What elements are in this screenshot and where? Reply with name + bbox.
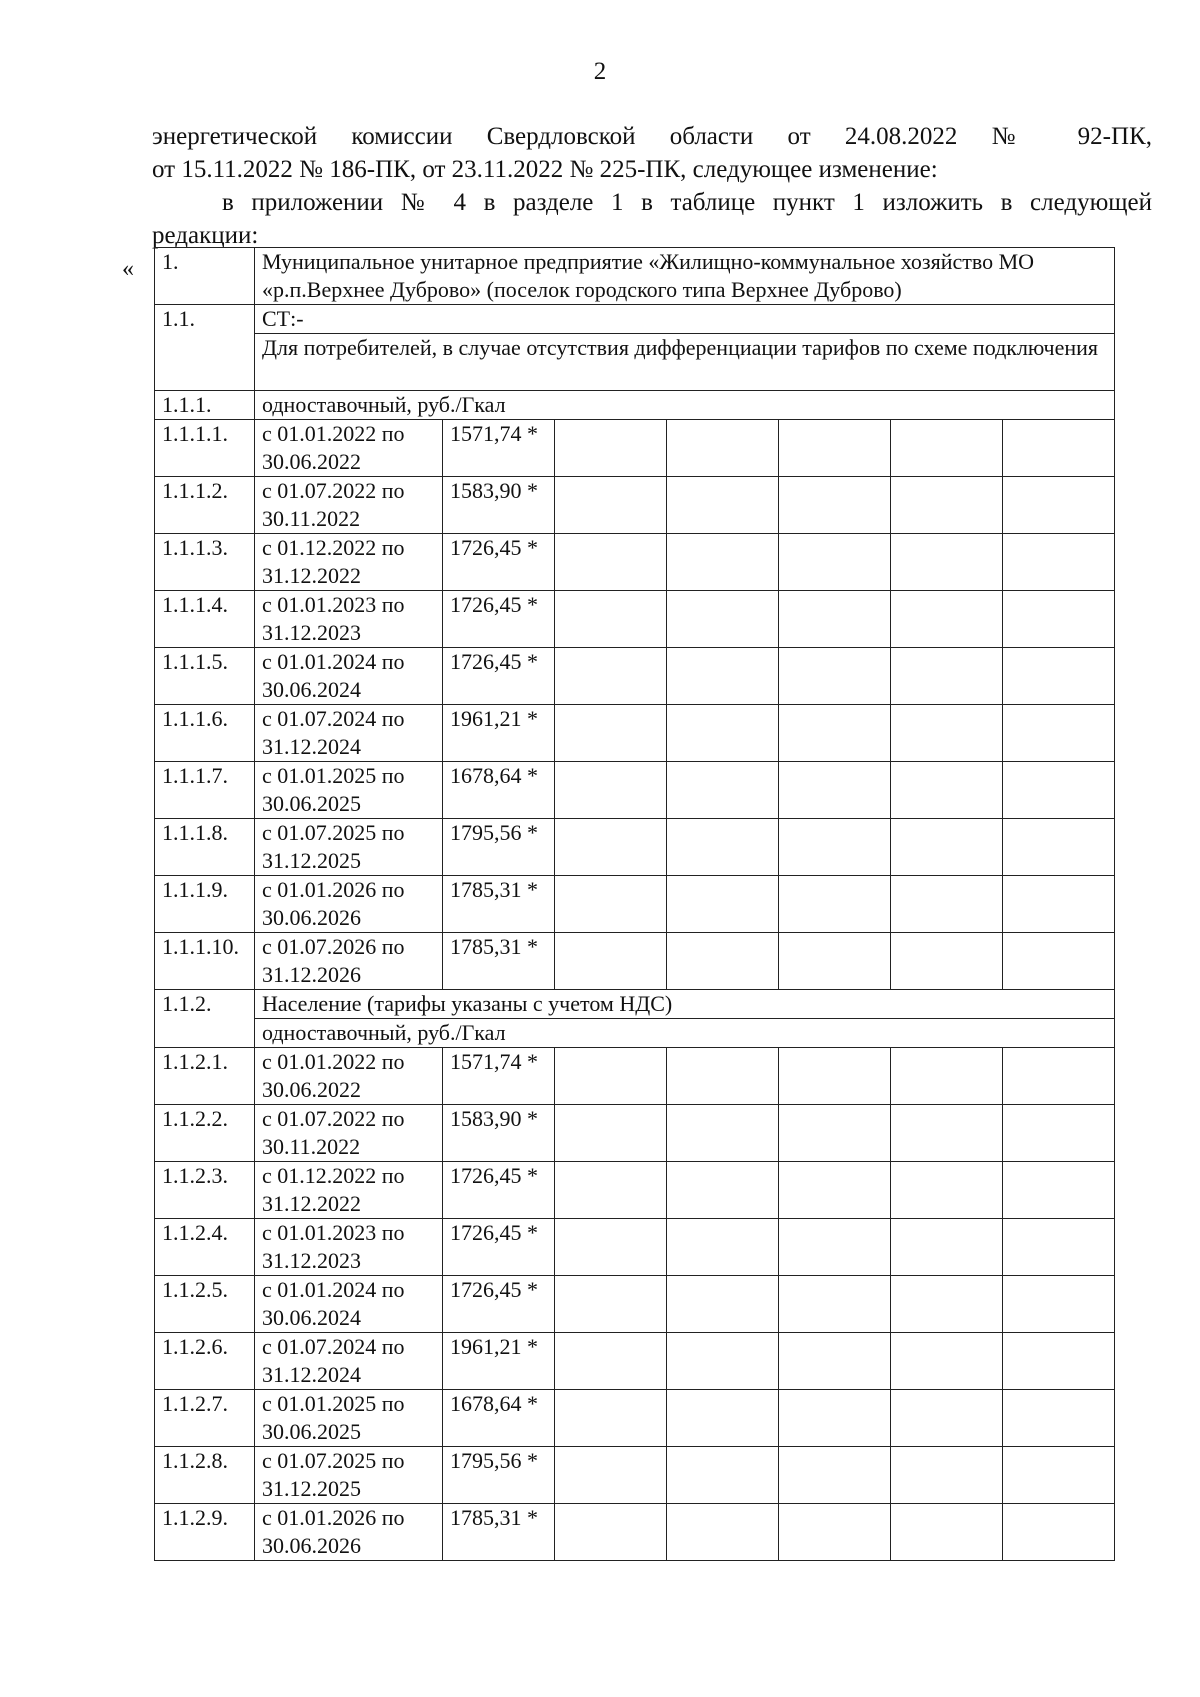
empty-cell	[667, 648, 779, 705]
empty-cell	[1003, 1504, 1115, 1561]
empty-cell	[891, 477, 1003, 534]
empty-cell	[891, 705, 1003, 762]
table-row	[155, 1162, 1115, 1219]
empty-cell	[779, 648, 891, 705]
empty-cell	[555, 420, 667, 477]
table-row	[155, 1333, 1115, 1390]
consumers-label: Для потребителей, в случае отсутствия дифференциации тарифов по схеме подключения	[255, 334, 1115, 391]
table-row	[155, 1048, 1115, 1105]
empty-cell	[891, 819, 1003, 876]
empty-cell	[1003, 1447, 1115, 1504]
row-tariff-value: 1678,64 *	[443, 1390, 555, 1447]
row-period: с 01.01.2025 по 30.06.2025	[255, 1390, 443, 1447]
row-tariff-value: 1726,45 *	[443, 1162, 555, 1219]
row-period: с 01.12.2022 по 31.12.2022	[255, 1162, 443, 1219]
row-tariff-value: 1785,31 *	[443, 876, 555, 933]
empty-cell	[779, 534, 891, 591]
empty-cell	[667, 1276, 779, 1333]
row-number: 1.1.1.4.	[155, 591, 255, 648]
empty-cell	[779, 819, 891, 876]
group1-number: 1.1.1.	[155, 391, 255, 420]
empty-cell	[555, 534, 667, 591]
empty-cell	[1003, 933, 1115, 990]
section-label: СТ:-	[255, 305, 1115, 334]
row-tariff-value: 1571,74 *	[443, 420, 555, 477]
empty-cell	[779, 1504, 891, 1561]
table-row	[155, 1276, 1115, 1333]
row-number: 1.1.2.4.	[155, 1219, 255, 1276]
empty-cell	[555, 1219, 667, 1276]
row-period: с 01.01.2026 по 30.06.2026	[255, 1504, 443, 1561]
empty-cell	[555, 1390, 667, 1447]
empty-cell	[779, 705, 891, 762]
group2-header-row	[155, 990, 1115, 1019]
empty-cell	[667, 705, 779, 762]
empty-cell	[891, 876, 1003, 933]
empty-cell	[891, 591, 1003, 648]
row-period: с 01.01.2024 по 30.06.2024	[255, 1276, 443, 1333]
empty-cell	[555, 762, 667, 819]
row-number: 1.1.2.9.	[155, 1504, 255, 1561]
empty-cell	[555, 1048, 667, 1105]
intro-line-3: в приложении № 4 в разделе 1 в таблице пункт 1 изложить в следующей	[222, 189, 1152, 216]
empty-cell	[891, 1276, 1003, 1333]
empty-cell	[891, 1048, 1003, 1105]
empty-cell	[555, 1504, 667, 1561]
empty-cell	[779, 1447, 891, 1504]
row-tariff-value: 1785,31 *	[443, 1504, 555, 1561]
empty-cell	[555, 933, 667, 990]
empty-cell	[1003, 648, 1115, 705]
empty-cell	[667, 420, 779, 477]
empty-cell	[779, 1333, 891, 1390]
empty-cell	[667, 1504, 779, 1561]
org-name: Муниципальное унитарное предприятие «Жилищно-коммунальное хозяйство МО «р.п.Верхнее Дуброво» (поселок городского типа Верхнее Дуброво)	[255, 248, 1115, 305]
row-period: с 01.07.2025 по 31.12.2025	[255, 1447, 443, 1504]
table-row	[155, 705, 1115, 762]
empty-cell	[555, 1105, 667, 1162]
row-number: 1.1.1.10.	[155, 933, 255, 990]
empty-cell	[1003, 1048, 1115, 1105]
empty-cell	[779, 1105, 891, 1162]
empty-cell	[667, 1447, 779, 1504]
empty-cell	[667, 1105, 779, 1162]
table-row	[155, 1504, 1115, 1561]
empty-cell	[891, 1504, 1003, 1561]
row-period: с 01.07.2022 по 30.11.2022	[255, 477, 443, 534]
row-number: 1.1.2.1.	[155, 1048, 255, 1105]
row-number: 1.1.1.2.	[155, 477, 255, 534]
row-period: с 01.07.2024 по 31.12.2024	[255, 705, 443, 762]
empty-cell	[1003, 1162, 1115, 1219]
row-tariff-value: 1961,21 *	[443, 705, 555, 762]
empty-cell	[779, 1219, 891, 1276]
empty-cell	[667, 933, 779, 990]
empty-cell	[1003, 1390, 1115, 1447]
empty-cell	[1003, 1219, 1115, 1276]
row-period: с 01.01.2025 по 30.06.2025	[255, 762, 443, 819]
empty-cell	[1003, 477, 1115, 534]
row-period: с 01.07.2026 по 31.12.2026	[255, 933, 443, 990]
row-number: 1.1.2.8.	[155, 1447, 255, 1504]
row-number: 1.1.1.1.	[155, 420, 255, 477]
row-number: 1.1.2.2.	[155, 1105, 255, 1162]
row-period: с 01.01.2023 по 31.12.2023	[255, 1219, 443, 1276]
group1-header-row	[155, 391, 1115, 420]
intro-line-1: энергетической комиссии Свердловской области от 24.08.2022 № 92-ПК,	[152, 123, 1152, 150]
row-number: 1.1.2.3.	[155, 1162, 255, 1219]
group2-number: 1.1.2.	[155, 990, 255, 1048]
table-row	[155, 420, 1115, 477]
empty-cell	[667, 1048, 779, 1105]
empty-cell	[891, 762, 1003, 819]
row-number: 1.1.2.7.	[155, 1390, 255, 1447]
row-number: 1.1.2.6.	[155, 1333, 255, 1390]
empty-cell	[1003, 819, 1115, 876]
row-tariff-value: 1726,45 *	[443, 591, 555, 648]
row-tariff-value: 1726,45 *	[443, 1219, 555, 1276]
row-period: с 01.01.2023 по 31.12.2023	[255, 591, 443, 648]
table-row	[155, 591, 1115, 648]
empty-cell	[891, 1219, 1003, 1276]
empty-cell	[1003, 591, 1115, 648]
empty-cell	[891, 1333, 1003, 1390]
empty-cell	[1003, 1276, 1115, 1333]
empty-cell	[555, 1333, 667, 1390]
empty-cell	[667, 1390, 779, 1447]
table-row	[155, 1105, 1115, 1162]
table-row	[155, 762, 1115, 819]
tariff-table	[154, 247, 1115, 1561]
empty-cell	[1003, 1105, 1115, 1162]
row-number: 1.1.1.6.	[155, 705, 255, 762]
empty-cell	[779, 933, 891, 990]
empty-cell	[1003, 534, 1115, 591]
empty-cell	[667, 477, 779, 534]
empty-cell	[779, 1276, 891, 1333]
row-tariff-value: 1795,56 *	[443, 819, 555, 876]
table-row	[155, 534, 1115, 591]
table-row	[155, 876, 1115, 933]
page-number: 2	[593, 58, 607, 85]
row-tariff-value: 1726,45 *	[443, 1276, 555, 1333]
group2-subheader-row	[155, 1019, 1115, 1048]
empty-cell	[555, 1447, 667, 1504]
empty-cell	[891, 1162, 1003, 1219]
intro-line-4: редакции:	[152, 222, 259, 249]
row-number: 1.1.1.5.	[155, 648, 255, 705]
empty-cell	[667, 534, 779, 591]
empty-cell	[891, 1390, 1003, 1447]
empty-cell	[779, 1048, 891, 1105]
row-tariff-value: 1795,56 *	[443, 1447, 555, 1504]
empty-cell	[891, 933, 1003, 990]
intro-paragraph	[152, 120, 1152, 252]
row-tariff-value: 1961,21 *	[443, 1333, 555, 1390]
empty-cell	[667, 1333, 779, 1390]
row-period: с 01.12.2022 по 31.12.2022	[255, 534, 443, 591]
row-number: 1.1.1.8.	[155, 819, 255, 876]
empty-cell	[555, 1162, 667, 1219]
empty-cell	[891, 1105, 1003, 1162]
row-period: с 01.07.2025 по 31.12.2025	[255, 819, 443, 876]
empty-cell	[891, 1447, 1003, 1504]
empty-cell	[891, 420, 1003, 477]
row-tariff-value: 1726,45 *	[443, 648, 555, 705]
empty-cell	[555, 477, 667, 534]
table-row	[155, 1390, 1115, 1447]
table-row	[155, 1219, 1115, 1276]
org-row	[155, 248, 1115, 305]
empty-cell	[779, 420, 891, 477]
empty-cell	[555, 648, 667, 705]
empty-cell	[667, 1219, 779, 1276]
table-row	[155, 819, 1115, 876]
empty-cell	[555, 819, 667, 876]
row-tariff-value: 1785,31 *	[443, 933, 555, 990]
row-period: с 01.01.2022 по 30.06.2022	[255, 1048, 443, 1105]
empty-cell	[1003, 762, 1115, 819]
row-number: 1.1.1.9.	[155, 876, 255, 933]
row-period: с 01.01.2024 по 30.06.2024	[255, 648, 443, 705]
empty-cell	[1003, 420, 1115, 477]
empty-cell	[891, 648, 1003, 705]
table-row	[155, 1447, 1115, 1504]
group1-label: одноставочный, руб./Гкал	[255, 391, 1115, 420]
group2-sublabel: одноставочный, руб./Гкал	[255, 1019, 1115, 1048]
empty-cell	[1003, 705, 1115, 762]
row-tariff-value: 1678,64 *	[443, 762, 555, 819]
empty-cell	[1003, 876, 1115, 933]
empty-cell	[667, 591, 779, 648]
row-number: 1.1.1.7.	[155, 762, 255, 819]
row-tariff-value: 1583,90 *	[443, 1105, 555, 1162]
empty-cell	[779, 477, 891, 534]
row-number: 1.1.2.5.	[155, 1276, 255, 1333]
empty-cell	[779, 762, 891, 819]
empty-cell	[555, 876, 667, 933]
org-number: 1.	[155, 248, 255, 305]
row-period: с 01.07.2024 по 31.12.2024	[255, 1333, 443, 1390]
empty-cell	[667, 819, 779, 876]
section-row	[155, 305, 1115, 334]
row-number: 1.1.1.3.	[155, 534, 255, 591]
row-period: с 01.01.2022 по 30.06.2022	[255, 420, 443, 477]
empty-cell	[891, 534, 1003, 591]
empty-cell	[555, 591, 667, 648]
empty-cell	[1003, 1333, 1115, 1390]
row-period: с 01.07.2022 по 30.11.2022	[255, 1105, 443, 1162]
table-row	[155, 933, 1115, 990]
consumers-row	[155, 334, 1115, 391]
section-number: 1.1.	[155, 305, 255, 391]
opening-quote-mark: «	[122, 256, 134, 282]
group2-label: Население (тарифы указаны с учетом НДС)	[255, 990, 1115, 1019]
row-tariff-value: 1571,74 *	[443, 1048, 555, 1105]
table-row	[155, 648, 1115, 705]
empty-cell	[667, 762, 779, 819]
table-row	[155, 477, 1115, 534]
empty-cell	[555, 1276, 667, 1333]
row-tariff-value: 1583,90 *	[443, 477, 555, 534]
empty-cell	[667, 876, 779, 933]
empty-cell	[667, 1162, 779, 1219]
row-period: с 01.01.2026 по 30.06.2026	[255, 876, 443, 933]
intro-line-2: от 15.11.2022 № 186-ПК, от 23.11.2022 № 225-ПК, следующее изменение:	[152, 156, 938, 183]
empty-cell	[555, 705, 667, 762]
row-tariff-value: 1726,45 *	[443, 534, 555, 591]
empty-cell	[779, 1390, 891, 1447]
empty-cell	[779, 591, 891, 648]
empty-cell	[779, 1162, 891, 1219]
empty-cell	[779, 876, 891, 933]
